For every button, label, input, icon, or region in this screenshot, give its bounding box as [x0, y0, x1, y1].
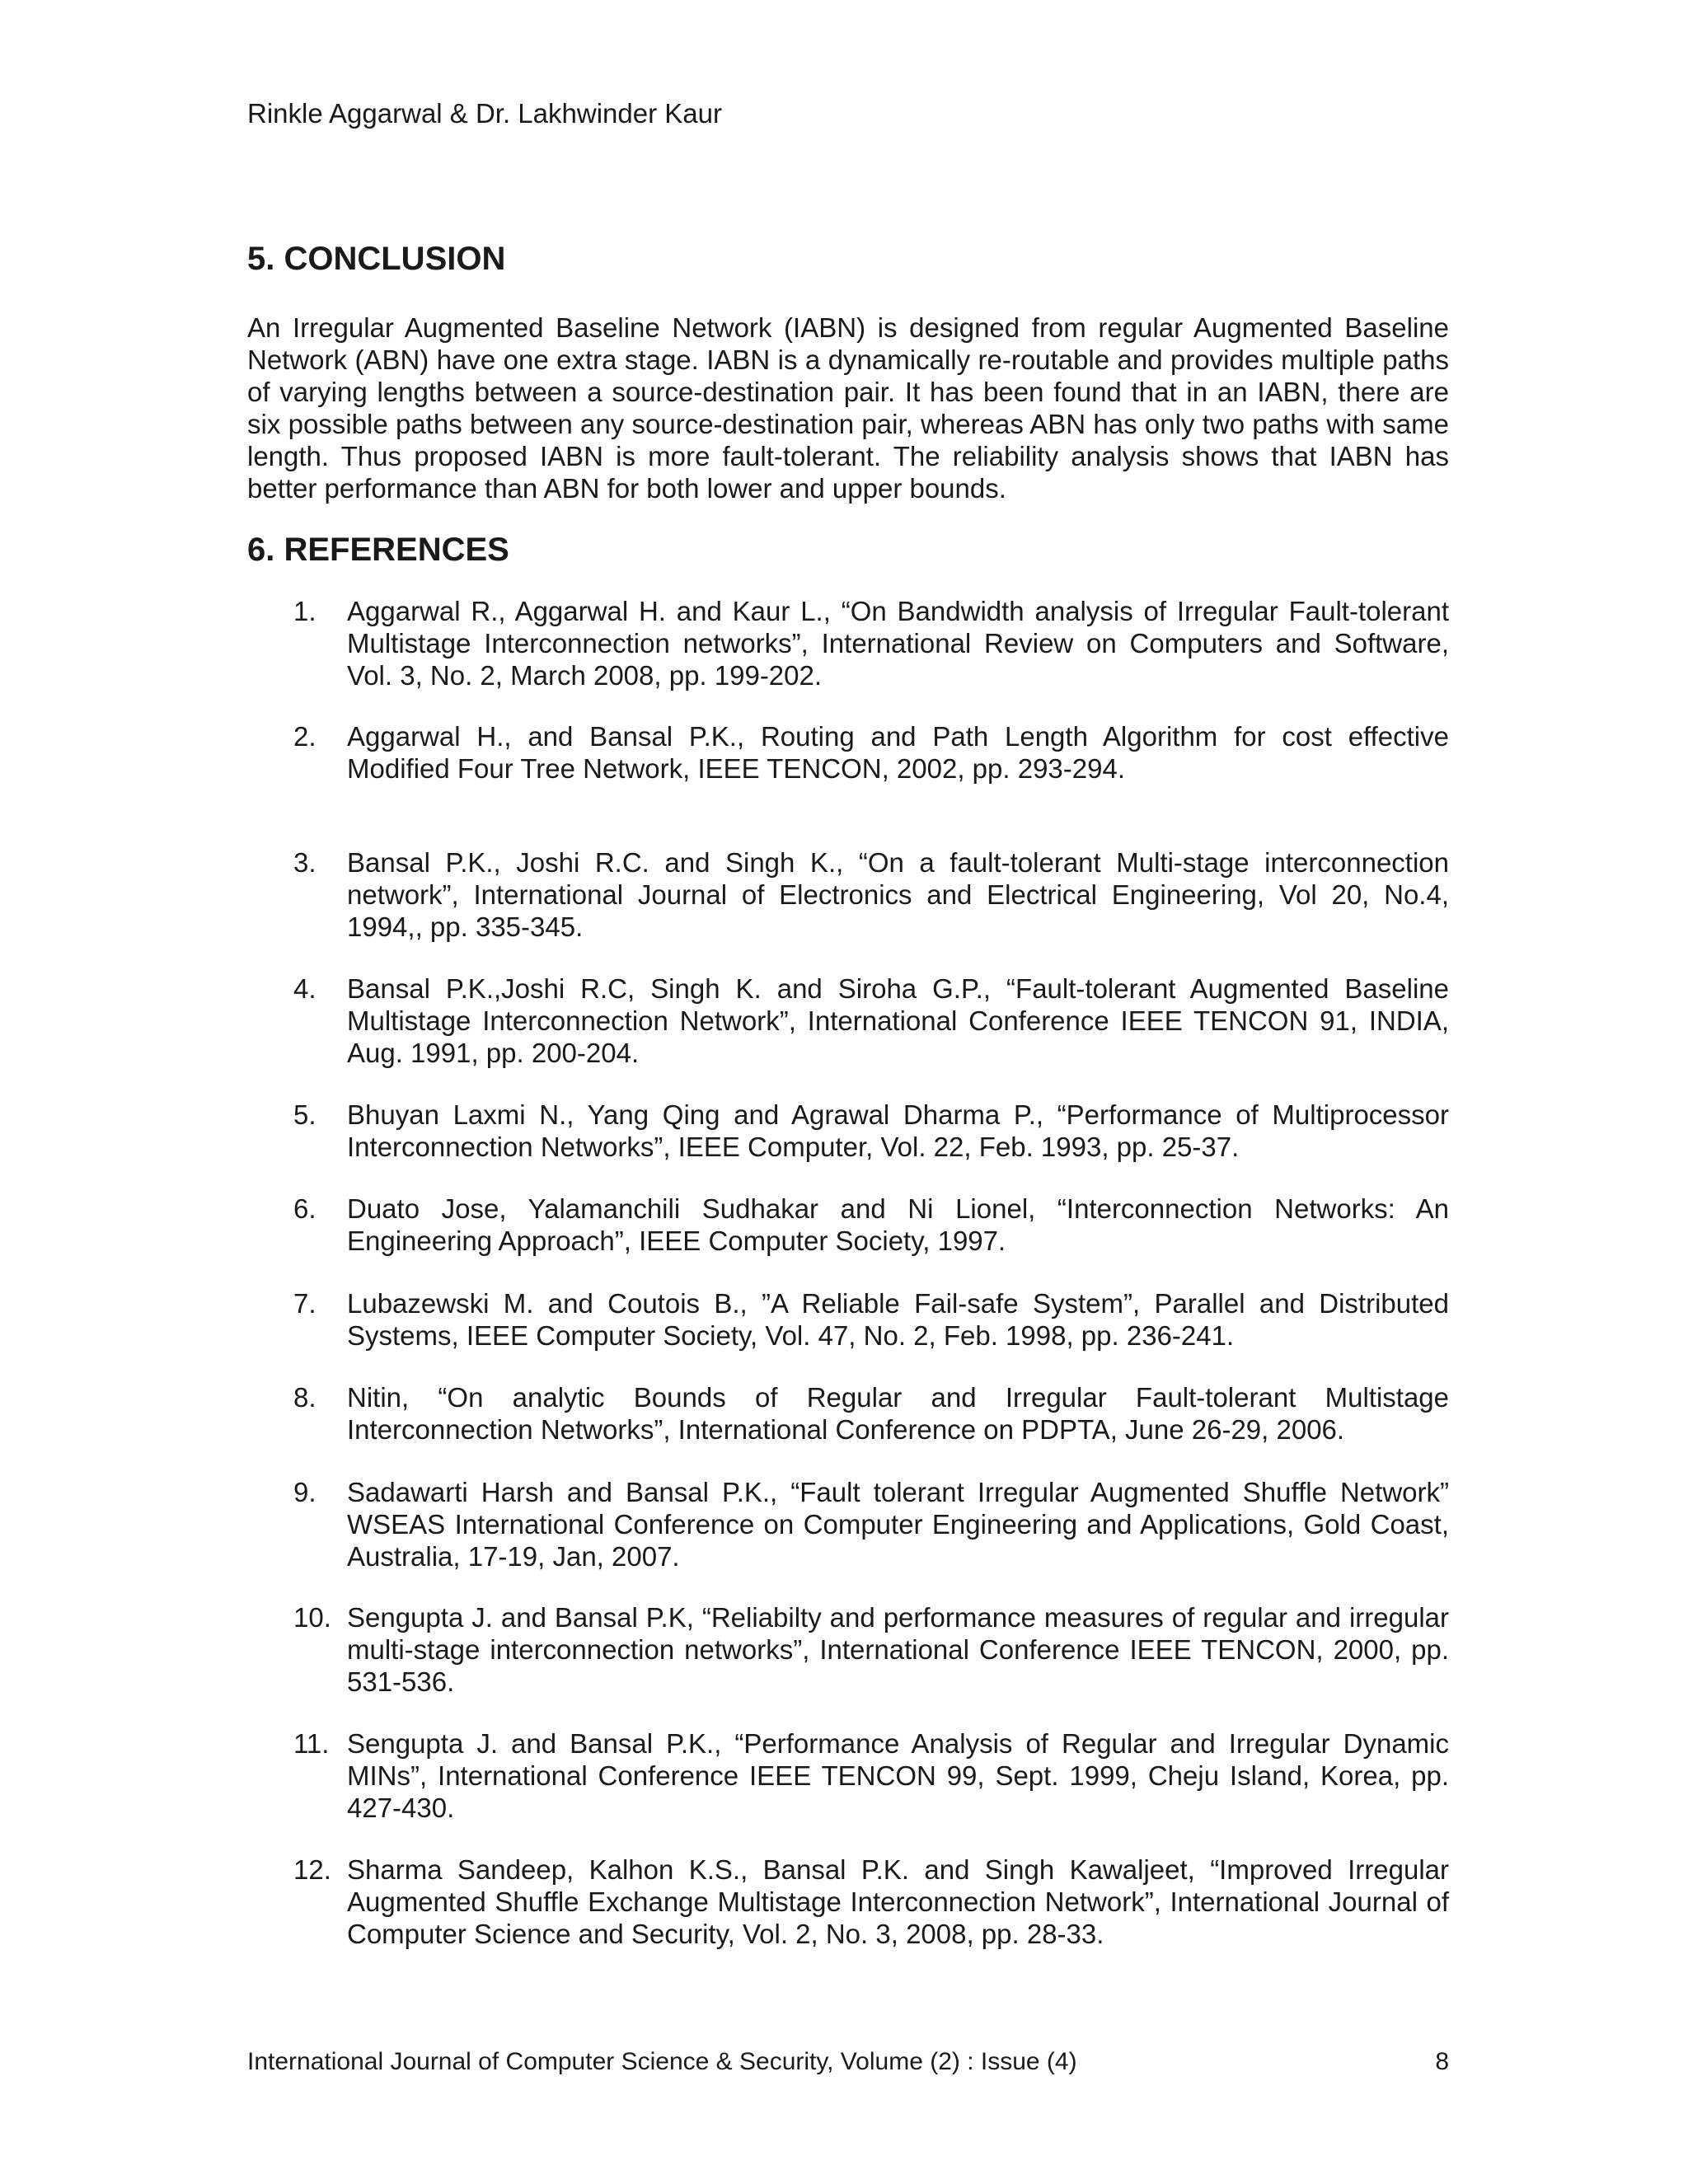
reference-item — [247, 846, 1449, 943]
reference-number: 9. — [293, 1477, 316, 1507]
reference-text: Nitin, “On analytic Bounds of Regular and Irregular Fault-tolerant Multistage Interconnection Networks”, International Conference on PDPTA, June 26-29, 2006. — [347, 1382, 1449, 1445]
reference-text: Aggarwal R., Aggarwal H. and Kaur L., “On Bandwidth analysis of Irregular Fault-tolerant Multistage Interconnection networks”, International Review on Computers and Software, Vol. 3, No. 2, March 2008, pp. 199-202. — [347, 596, 1449, 691]
reference-number: 2. — [293, 721, 316, 752]
reference-item — [247, 972, 1449, 1069]
reference-item — [247, 1476, 1449, 1572]
reference-text: Duato Jose, Yalamanchili Sudhakar and Ni Lionel, “Interconnection Networks: An Engineering Approach”, IEEE Computer Society, 1997. — [347, 1193, 1449, 1256]
reference-number: 4. — [293, 973, 316, 1004]
reference-text: Bansal P.K.,Joshi R.C, Singh K. and Siroha G.P., “Fault-tolerant Augmented Baseline Multistage Interconnection Network”, International Conference IEEE TENCON 91, INDIA, Aug. 1991, pp. 200-204. — [347, 973, 1449, 1068]
reference-number: 8. — [293, 1382, 316, 1413]
reference-number: 6. — [293, 1193, 316, 1224]
reference-item — [247, 595, 1449, 691]
reference-number: 10. — [293, 1602, 331, 1633]
reference-text: Sengupta J. and Bansal P.K, “Reliabilty and performance measures of regular and irregular multi-stage interconnection networks”, International Conference IEEE TENCON, 2000, pp. 531-536. — [347, 1602, 1449, 1697]
reference-item — [247, 1193, 1449, 1257]
reference-text: Lubazewski M. and Coutois B., ”A Reliable Fail-safe System”, Parallel and Distributed Systems, IEEE Computer Society, Vol. 47, No. 2, Feb. 1998, pp. 236-241. — [347, 1288, 1449, 1351]
conclusion-heading: 5. CONCLUSION — [247, 241, 506, 277]
reference-item — [247, 1854, 1449, 1950]
reference-item — [247, 720, 1449, 785]
reference-number: 3. — [293, 847, 316, 878]
footer-journal-name: International Journal of Computer Science & Security, Volume (2) : Issue (4) — [247, 2048, 1077, 2075]
reference-number: 7. — [293, 1288, 316, 1319]
running-header-authors: Rinkle Aggarwal & Dr. Lakhwinder Kaur — [247, 98, 722, 129]
reference-item — [247, 1287, 1449, 1352]
reference-item — [247, 1099, 1449, 1163]
reference-number: 12. — [293, 1854, 331, 1885]
references-heading: 6. REFERENCES — [247, 532, 509, 568]
reference-text: Aggarwal H., and Bansal P.K., Routing and Path Length Algorithm for cost effective Modified Four Tree Network, IEEE TENCON, 2002, pp. 293-294. — [347, 721, 1449, 784]
reference-text: Sharma Sandeep, Kalhon K.S., Bansal P.K. and Singh Kawaljeet, “Improved Irregular Augmented Shuffle Exchange Multistage Interconnection Network”, International Journal of Computer Science and Security, Vol. 2, No. 3, 2008, pp. 28-33. — [347, 1854, 1449, 1949]
reference-text: Sengupta J. and Bansal P.K., “Performance Analysis of Regular and Irregular Dynamic MINs”, International Conference IEEE TENCON 99, Sept. 1999, Cheju Island, Korea, pp. 427-430. — [347, 1728, 1449, 1823]
reference-text: Sadawarti Harsh and Bansal P.K., “Fault tolerant Irregular Augmented Shuffle Network” WSEAS International Conference on Computer Engineering and Applications, Gold Coast, Australia, 17-19, Jan, 2007. — [347, 1477, 1449, 1572]
reference-text: Bansal P.K., Joshi R.C. and Singh K., “On a fault-tolerant Multi-stage interconnection network”, International Journal of Electronics and Electrical Engineering, Vol 20, No.4, 1994,, pp. 335-345. — [347, 847, 1449, 942]
reference-item — [247, 1601, 1449, 1698]
reference-number: 5. — [293, 1099, 316, 1130]
page-number: 8 — [1435, 2048, 1449, 2075]
reference-item — [247, 1381, 1449, 1446]
reference-number: 1. — [293, 596, 316, 626]
conclusion-paragraph: An Irregular Augmented Baseline Network (IABN) is designed from regular Augmented Baseline Network (ABN) have one extra stage. IABN is a dynamically re-routable and provides multiple paths of varying lengths between a source-destination pair. It has been found that in an IABN, there are six possible paths between any source-destination pair, whereas ABN has only two paths with same length. Thus proposed IABN is more fault-tolerant. The reliability analysis shows that IABN has better performance than ABN for both lower and upper bounds. — [247, 312, 1449, 504]
reference-item — [247, 1727, 1449, 1824]
reference-text: Bhuyan Laxmi N., Yang Qing and Agrawal Dharma P., “Performance of Multiprocessor Interconnection Networks”, IEEE Computer, Vol. 22, Feb. 1993, pp. 25-37. — [347, 1099, 1449, 1162]
reference-number: 11. — [293, 1728, 330, 1759]
